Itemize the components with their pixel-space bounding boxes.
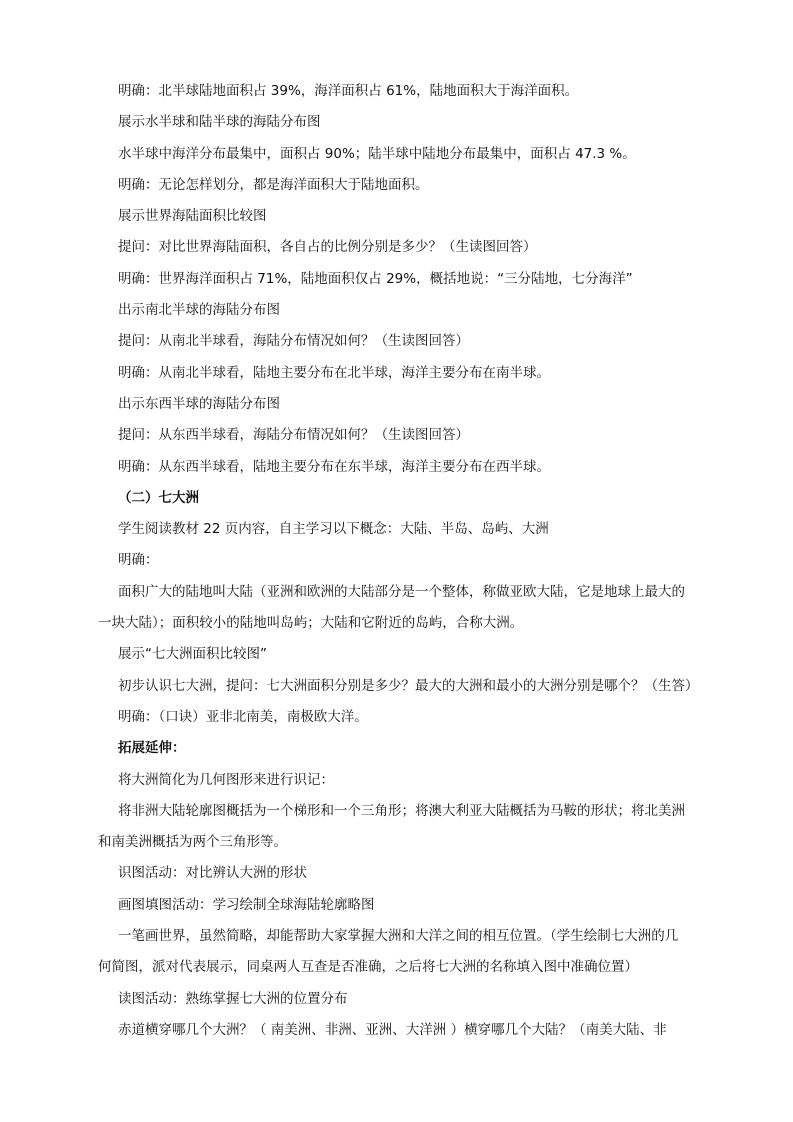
paragraph-line: 明确：从东西半球看，陆地主要分布在东半球，海洋主要分布在西半球。 — [118, 458, 550, 475]
section-heading: （二）七大洲 — [118, 489, 199, 506]
paragraph-line: 展示“七大洲面积比较图” — [118, 646, 267, 663]
paragraph-line: 一笔画世界，虽然简略，却能帮助大家掌握大洲和大洋之间的相互位置。（学生绘制七大洲的几 — [118, 928, 679, 945]
paragraph-line: 将非洲大陆轮廓图概括为一个梯形和一个三角形；将澳大利亚大陆概括为马鞍的形状；将北美洲 — [118, 802, 685, 819]
paragraph-line: 展示水半球和陆半球的海陆分布图 — [118, 114, 321, 131]
paragraph-line: 面积广大的陆地叫大陆（亚洲和欧洲的大陆部分是一个整体，称做亚欧大陆，它是地球上最大的 — [118, 583, 685, 600]
paragraph-line: 赤道横穿哪几个大洲？（ 南美洲、非洲、亚洲、大洋洲 ）横穿哪几个大陆？（南美大陆、非 — [118, 1021, 667, 1038]
paragraph-line: 展示世界海陆面积比较图 — [118, 208, 267, 225]
paragraph-line: 和南美洲概括为两个三角形等。 — [98, 834, 287, 851]
paragraph-line: 出示南北半球的海陆分布图 — [118, 302, 280, 319]
paragraph-line: 明确：从南北半球看，陆地主要分布在北半球，海洋主要分布在南半球。 — [118, 364, 550, 381]
paragraph-line: 明确：无论怎样划分，都是海洋面积大于陆地面积。 — [118, 176, 429, 193]
document-page — [98, 76, 708, 1046]
paragraph-line: 画图填图活动：学习绘制全球海陆轮廓略图 — [118, 896, 375, 913]
paragraph-line: 提问：对比世界海陆面积，各自占的比例分别是多少？（生读图回答） — [118, 239, 537, 256]
paragraph-line: 提问：从南北半球看，海陆分布情况如何？（生读图回答） — [118, 333, 469, 350]
paragraph-line: 水半球中海洋分布最集中，面积占 90%；陆半球中陆地分布最集中，面积占 47.3 %。 — [118, 145, 636, 162]
paragraph-line: 出示东西半球的海陆分布图 — [118, 395, 280, 412]
paragraph-line: 识图活动：对比辨认大洲的形状 — [118, 865, 307, 882]
paragraph-line: 提问：从东西半球看，海陆分布情况如何？（生读图回答） — [118, 427, 469, 444]
paragraph-line: 读图活动：熟练掌握七大洲的位置分布 — [118, 990, 348, 1007]
paragraph-line: 明确：世界海洋面积占 71%，陆地面积仅占 29%，概括地说：“三分陆地，七分海洋” — [118, 270, 633, 287]
section-heading: 拓展延伸： — [118, 740, 186, 757]
paragraph-line: 学生阅读教材 22 页内容，自主学习以下概念：大陆、半岛、岛屿、大洲 — [118, 521, 549, 538]
paragraph-line: 明确： — [118, 552, 159, 569]
paragraph-line: 一块大陆）；面积较小的陆地叫岛屿；大陆和它附近的岛屿，合称大洲。 — [98, 615, 524, 632]
paragraph-line: 明确：（口诀）亚非北南美，南极欧大洋。 — [118, 708, 368, 725]
paragraph-line: 明确：北半球陆地面积占 39%，海洋面积占 61%，陆地面积大于海洋面积。 — [118, 83, 579, 99]
paragraph-line: 将大洲简化为几何图形来进行识记： — [118, 771, 334, 788]
paragraph-line: 何简图，派对代表展示，同桌两人互查是否准确，之后将七大洲的名称填入图中准确位置） — [98, 959, 638, 976]
paragraph-line: 初步认识七大洲，提问：七大洲面积分别是多少？最大的大洲和最小的大洲分别是哪个？（生答） — [118, 677, 699, 694]
